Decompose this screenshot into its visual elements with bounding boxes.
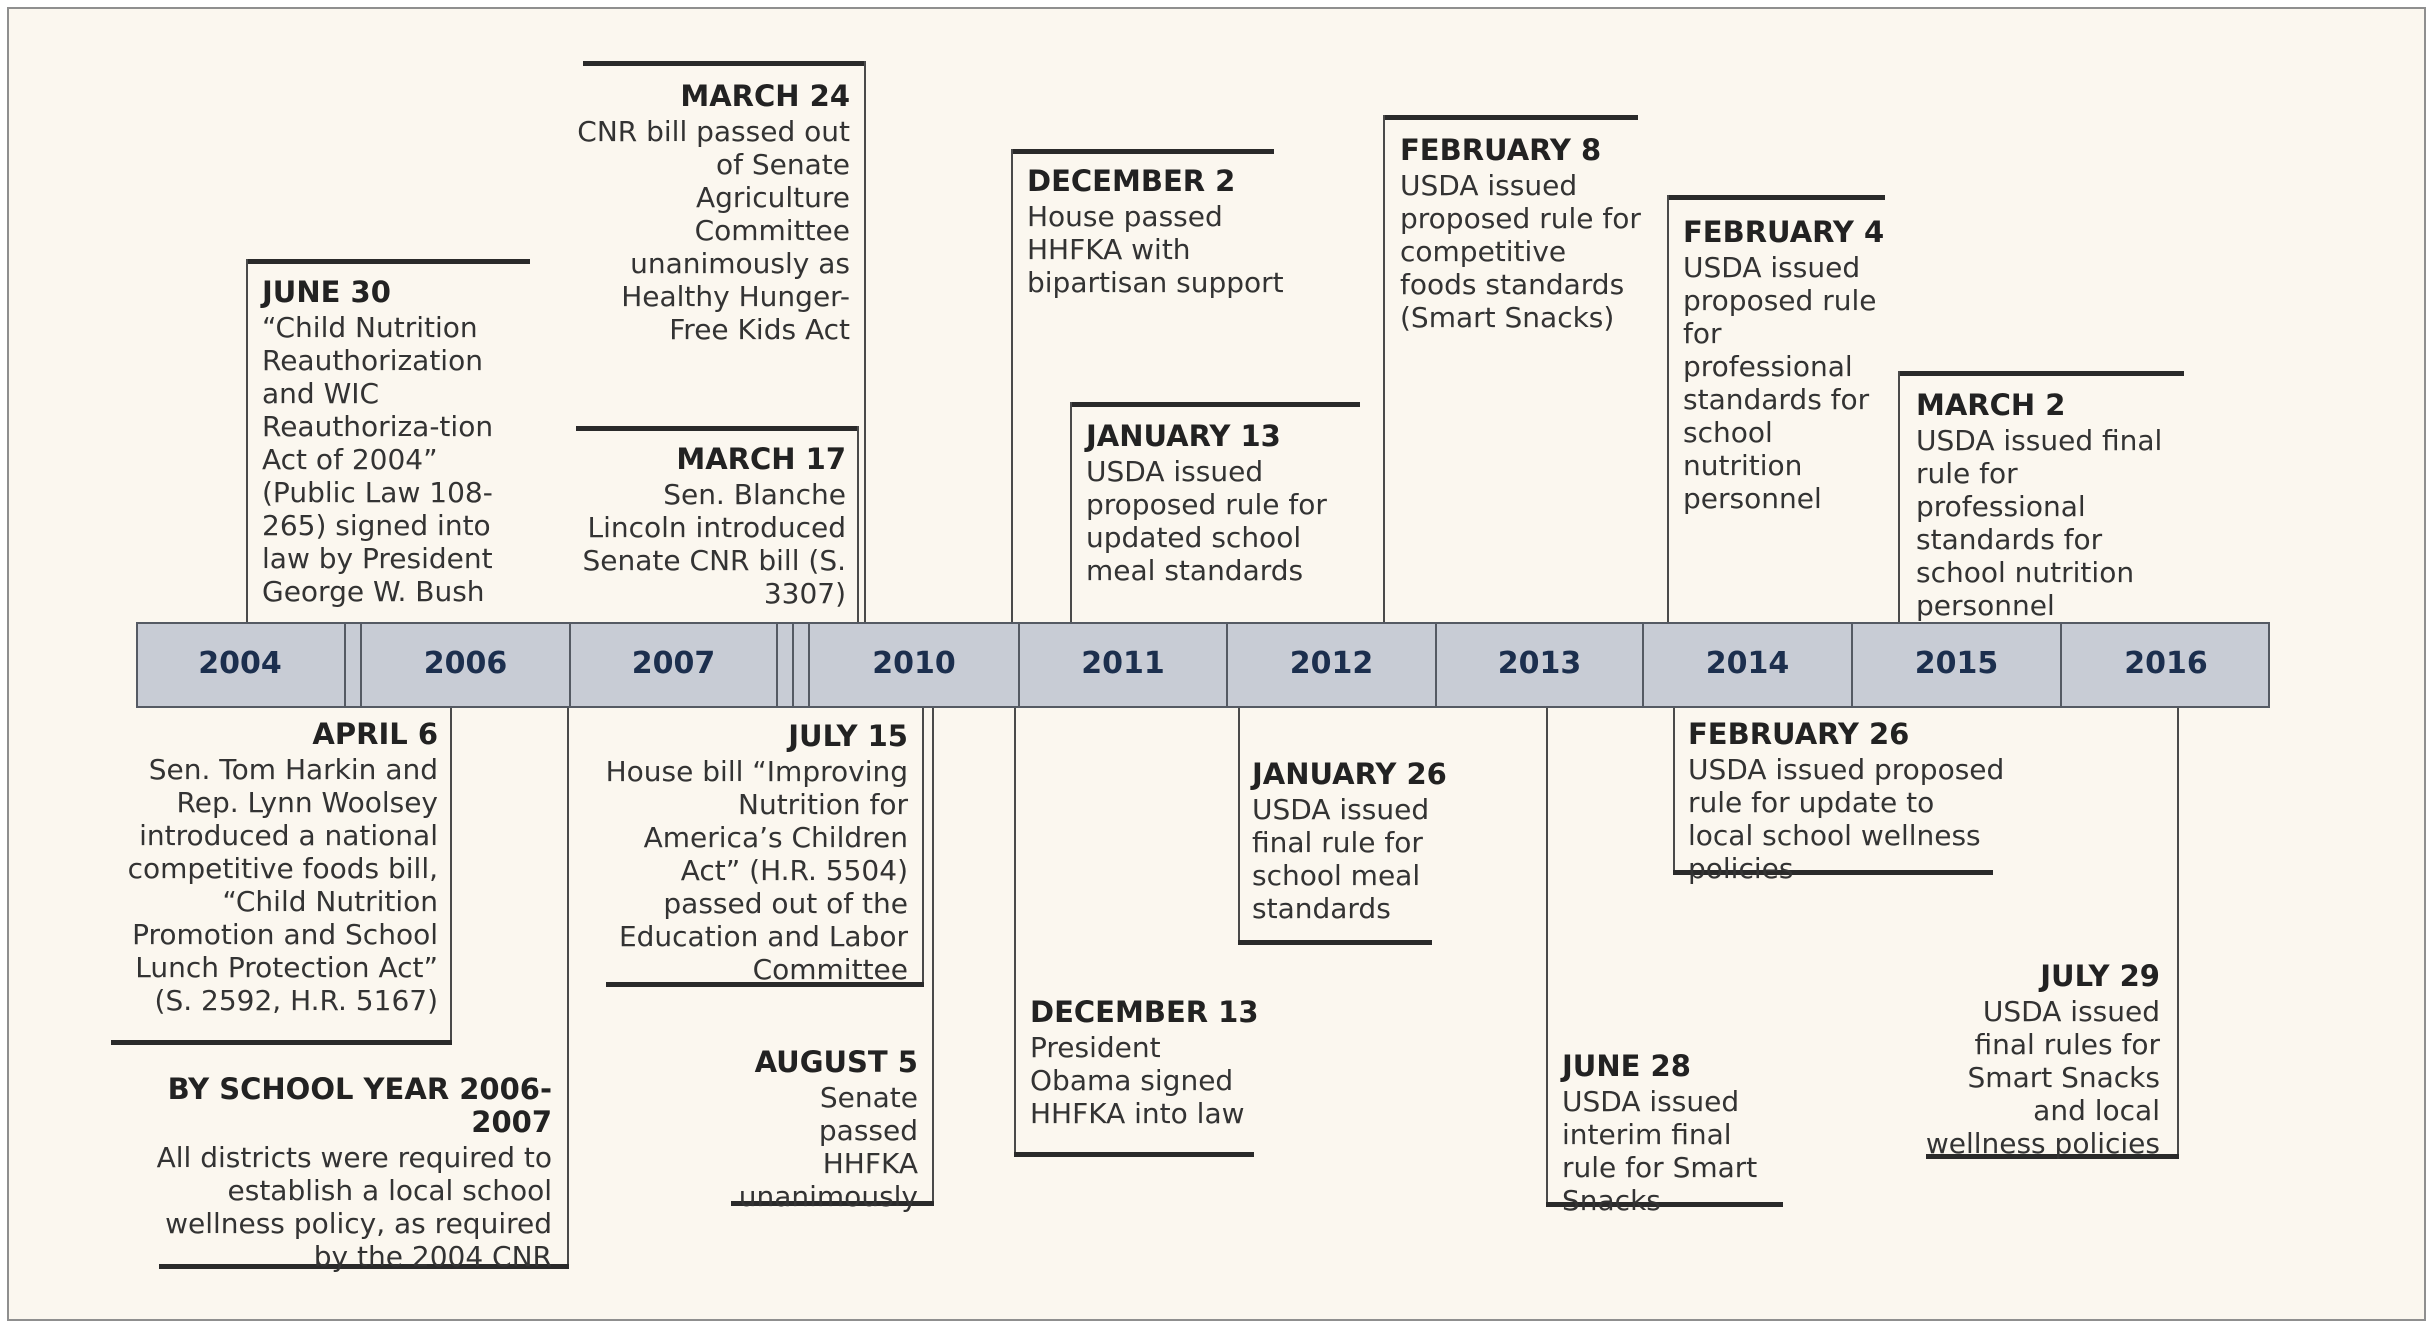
event-2013-february-8 [1400,134,1650,334]
event-text: All districts were required to establish a local school wellness policy, as required by the 2004 CNR [156,1141,552,1273]
year-2016: 2016 [2124,646,2208,681]
event-text: USDA issued interim final rule for Smart Snacks [1562,1085,1758,1217]
year-2004: 2004 [198,646,282,681]
event-date: JANUARY 26 [1252,757,1447,791]
event-rule [1898,371,2184,376]
event-date: BY SCHOOL YEAR 2006-2007 [167,1072,552,1139]
event-2011-january-13 [1086,420,1376,587]
bar-divider [792,622,794,708]
event-date: JULY 15 [788,719,908,753]
event-date: MARCH 17 [676,442,846,476]
event-rule [576,426,859,431]
event-rule [1667,195,1885,200]
year-2007: 2007 [631,646,716,681]
connector-line [1011,149,1013,622]
year-2010: 2010 [872,646,956,681]
event-2006-april-6 [104,718,438,1017]
connector-line [864,61,866,622]
event-text: CNR bill passed out of Senate Agriculture Committee unanimously as Healthy Hunger-Free Kids Act [577,115,850,346]
year-2012: 2012 [1289,646,1374,681]
connector-line [1667,195,1669,622]
event-text: USDA issued proposed rule for updated school meal standards [1086,455,1327,587]
event-date: JUNE 28 [1562,1049,1691,1083]
connector-line [857,426,859,622]
event-text: Senate passed HHFKA unanimously [738,1081,918,1213]
year-2013: 2013 [1497,646,1582,681]
connector-line [1546,708,1548,1206]
event-2013-june-28 [1562,1050,1792,1217]
event-rule [111,1040,452,1045]
event-date: JUNE 30 [262,275,391,309]
year-2015: 2015 [1914,646,1999,681]
event-school-year-2006-2007 [140,1073,552,1273]
event-rule [1383,115,1638,120]
event-date: APRIL 6 [312,717,438,751]
event-rule [1011,149,1274,154]
connector-line [922,708,924,986]
event-rule [1014,1152,1254,1157]
connector-line [1070,402,1072,622]
event-text: USDA issued final rule for professional standards for school nutrition personnel [1916,424,2163,622]
event-text: Sen. Blanche Lincoln introduced Senate CNR bill (S. 3307) [582,478,846,610]
event-2010-december-13 [1030,996,1260,1130]
connector-line [1383,115,1385,622]
connector-line [567,708,569,1268]
event-text: House bill “Improving Nutrition for America’s Children Act” (H.R. 5504) passed out of the Education and Labor Committee [605,755,908,986]
event-text: USDA issued final rules for Smart Snacks and local wellness policies [1925,995,2160,1160]
event-text: House passed HHFKA with bipartisan support [1027,200,1284,299]
connector-line [450,708,452,1043]
event-2010-july-15 [596,720,908,986]
event-date: AUGUST 5 [754,1045,918,1079]
event-text: USDA issued proposed rule for update to local school wellness policies [1688,753,2005,885]
connector-line [1898,371,1900,622]
event-date: FEBRUARY 26 [1688,717,1910,751]
connector-line [1673,708,1675,874]
event-date: JANUARY 13 [1086,419,1281,453]
event-text: President Obama signed HHFKA into law [1030,1031,1245,1130]
year-2014: 2014 [1705,646,1790,681]
event-2012-january-26 [1252,758,1452,925]
event-date: DECEMBER 2 [1027,164,1236,198]
event-2010-august-5 [718,1046,918,1213]
event-text: USDA issued final rule for school meal standards [1252,793,1430,925]
year-2006: 2006 [423,646,508,681]
event-date: MARCH 2 [1916,388,2066,422]
event-2004-june-30 [262,276,534,608]
event-rule [246,259,530,264]
event-date: DECEMBER 13 [1030,995,1259,1029]
event-date: FEBRUARY 4 [1683,215,1885,249]
event-text: “Child Nutrition Reauthorization and WIC Reauthoriza-tion Act of 2004” (Public Law 108-265) signed into law by President George W. Bush [262,311,494,608]
bar-divider [776,622,778,708]
connector-line [2177,708,2179,1158]
event-2010-march-24 [568,80,850,346]
event-rule [1070,402,1360,407]
event-2010-march-17 [564,443,846,610]
event-rule [1238,940,1432,945]
event-2015-march-2 [1916,389,2186,622]
connector-line [932,708,934,1205]
event-rule [583,61,866,66]
event-2010-december-2 [1027,165,1287,299]
bar-divider [344,622,346,708]
event-text: USDA issued proposed rule for professional standards for school nutrition personnel [1683,251,1877,515]
event-text: Sen. Tom Harkin and Rep. Lynn Woolsey introduced a national competitive foods bill, “Child Nutrition Promotion and School Lunch Protection Act” (S. 2592, H.R. 5167) [127,753,438,1017]
event-date: JULY 29 [2040,959,2160,993]
year-2011: 2011 [1081,646,1165,681]
connector-line [1238,708,1240,944]
event-2016-july-29 [1920,960,2160,1160]
event-date: MARCH 24 [680,79,850,113]
event-date: FEBRUARY 8 [1400,133,1602,167]
event-text: USDA issued proposed rule for competitive foods standards (Smart Snacks) [1400,169,1641,334]
connector-line [1014,708,1016,1156]
event-2014-february-26 [1688,718,2008,885]
event-2014-february-4 [1683,216,1893,515]
connector-line [246,259,248,622]
